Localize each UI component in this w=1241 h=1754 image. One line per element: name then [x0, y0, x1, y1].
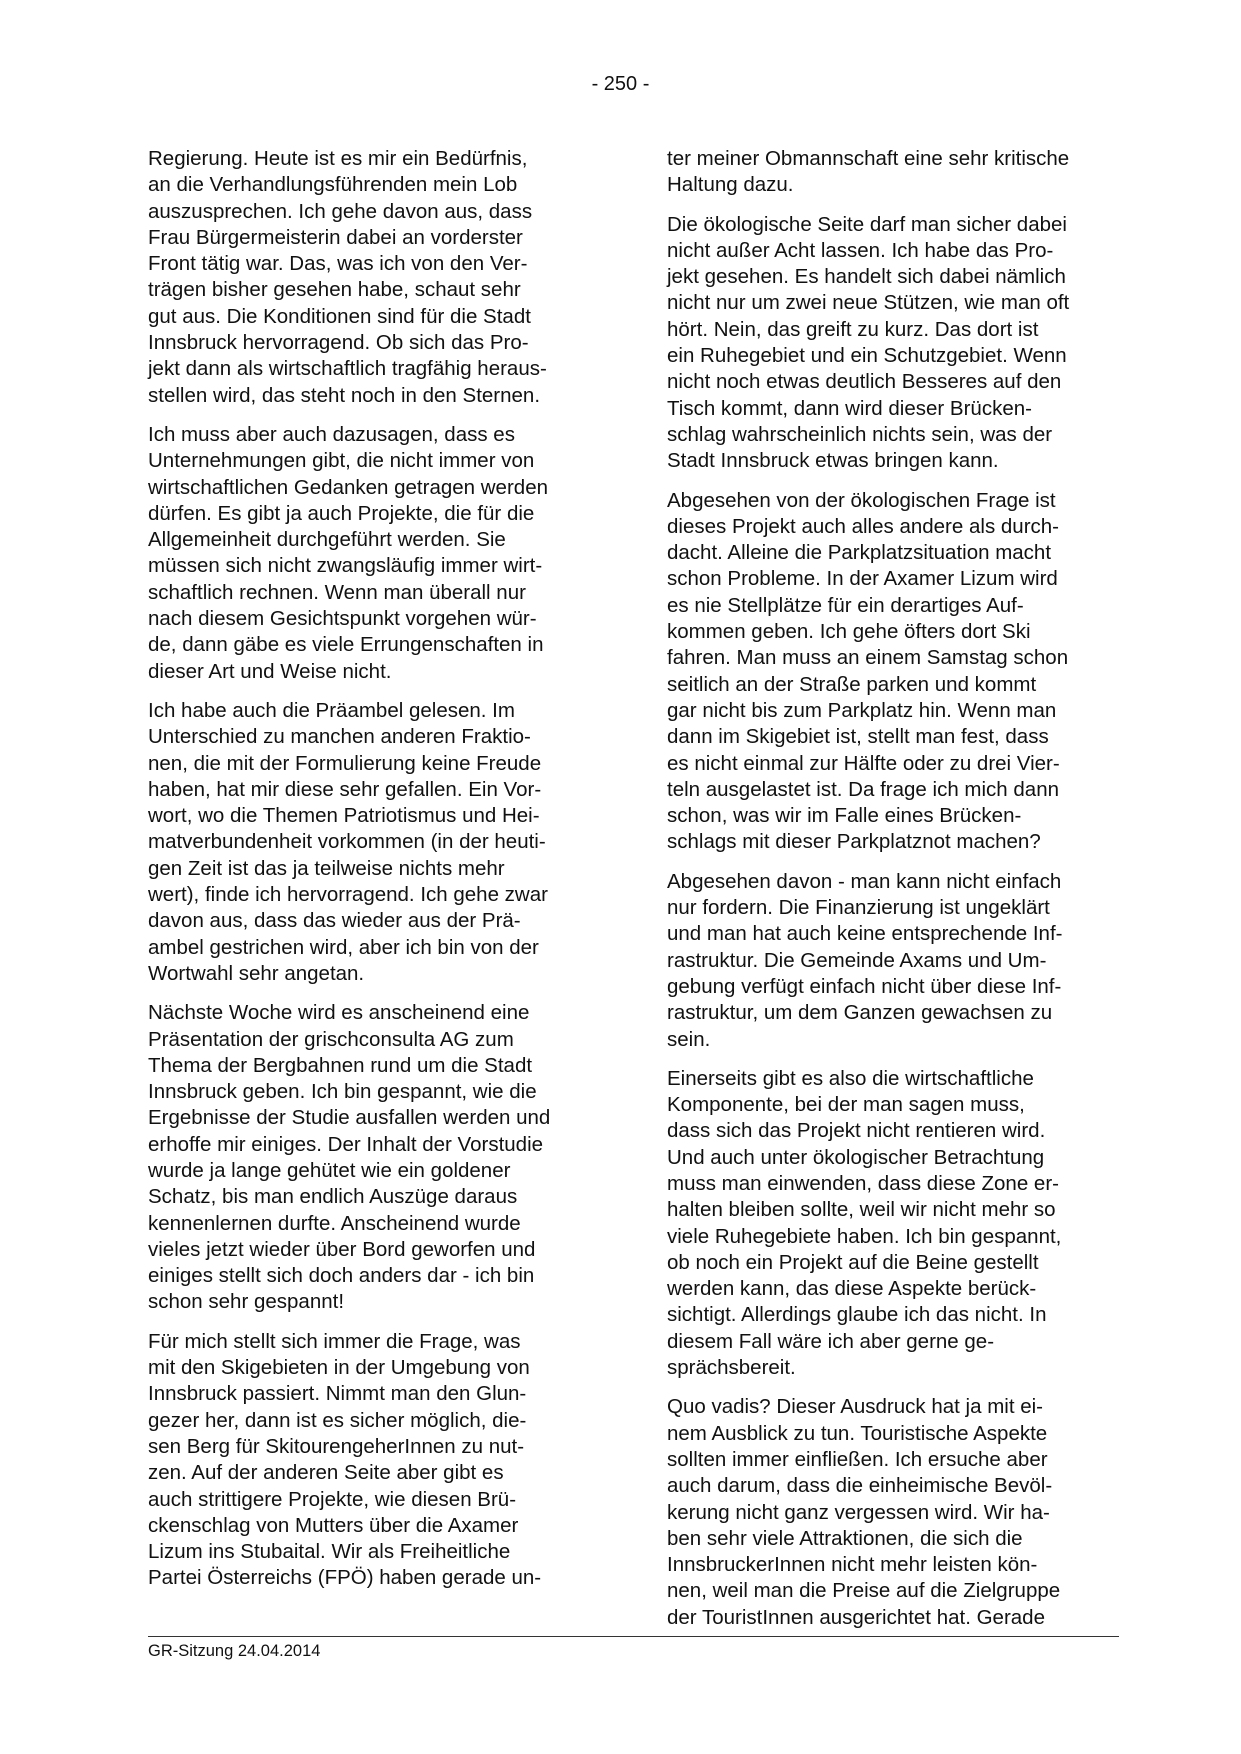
page-number: - 250 -: [591, 73, 650, 95]
text-line: schon Probleme. In der Axamer Lizum wird: [667, 567, 1058, 591]
text-line: ambel gestrichen wird, aber ich bin von der: [148, 935, 539, 959]
text-line: zen. Auf der anderen Seite aber gibt es: [148, 1461, 504, 1485]
text-line: gebung verfügt einfach nicht über diese Inf-: [667, 974, 1062, 998]
text-line: schlag wahrscheinlich nichts sein, was der: [667, 422, 1053, 446]
text-line: Unterschied zu manchen anderen Fraktio-: [148, 725, 531, 749]
text-line: seitlich an der Straße parken und kommt: [667, 672, 1037, 696]
text-line: nicht nur um zwei neue Stützen, wie man oft: [667, 291, 1070, 315]
text-line: nem Ausblick zu tun. Touristische Aspekte: [667, 1421, 1048, 1445]
text-line: fahren. Man muss an einem Samstag schon: [667, 646, 1069, 670]
text-line: mit den Skigebieten in der Umgebung von: [148, 1356, 530, 1380]
left-column: [148, 146, 618, 1605]
text-line: schlags mit dieser Parkplatznot machen?: [667, 830, 1041, 854]
text-line: rastruktur, um dem Ganzen gewachsen zu: [667, 1001, 1053, 1025]
text-line: diesem Fall wäre ich aber gerne ge-: [667, 1329, 995, 1353]
text-line: sprächsbereit.: [667, 1356, 796, 1380]
right-column: [667, 146, 1137, 1644]
paragraph: [667, 1066, 1137, 1382]
text-line: Front tätig war. Das, was ich von den Ver-: [148, 252, 528, 276]
text-line: jekt gesehen. Es handelt sich dabei nämlich: [667, 265, 1066, 289]
text-line: sein.: [667, 1027, 711, 1051]
text-line: Stadt Innsbruck etwas bringen kann.: [667, 449, 999, 473]
text-line: teln ausgelastet ist. Da frage ich mich dann: [667, 777, 1059, 801]
text-line: Die ökologische Seite darf man sicher dabei: [667, 212, 1067, 236]
text-line: sen Berg für SkitourengeherInnen zu nut-: [148, 1434, 525, 1458]
text-line: Präsentation der grischconsulta AG zum: [148, 1027, 514, 1051]
text-line: sichtigt. Allerdings glaube ich das nicht. In: [667, 1303, 1047, 1327]
text-line: Partei Österreichs (FPÖ) haben gerade un-: [148, 1566, 542, 1590]
text-line: gezer her, dann ist es sicher möglich, die-: [148, 1408, 527, 1432]
text-line: wurde ja lange gehütet wie ein goldener: [148, 1158, 511, 1182]
text-line: halten bleiben sollte, weil wir nicht mehr so: [667, 1198, 1056, 1222]
text-line: nicht noch etwas deutlich Besseres auf den: [667, 370, 1062, 394]
text-line: Regierung. Heute ist es mir ein Bedürfnis,: [148, 147, 528, 170]
text-line: nach diesem Gesichtspunkt vorgehen wür-: [148, 607, 537, 631]
text-line: haben, hat mir diese sehr gefallen. Ein Vor-: [148, 777, 542, 801]
text-line: jekt dann als wirtschaftlich tragfähig heraus-: [148, 357, 547, 381]
text-line: rastruktur. Die Gemeinde Axams und Um-: [667, 948, 1047, 972]
text-line: Wortwahl sehr angetan.: [148, 961, 365, 985]
text-line: erhoffe mir einiges. Der Inhalt der Vorstudie: [148, 1132, 544, 1156]
text-line: schon, was wir im Falle eines Brücken-: [667, 804, 1022, 828]
paragraph: [667, 488, 1137, 856]
text-line: Abgesehen davon - man kann nicht einfach: [667, 869, 1062, 893]
paragraph: [148, 698, 618, 987]
text-line: und man hat auch keine entsprechende Inf-: [667, 922, 1063, 946]
text-line: dacht. Alleine die Parkplatzsituation macht: [667, 541, 1052, 565]
text-line: hört. Nein, das greift zu kurz. Das dort ist: [667, 317, 1039, 341]
text-line: nen, die mit der Formulierung keine Freude: [148, 751, 542, 775]
text-line: Lizum ins Stubaital. Wir als Freiheitliche: [148, 1540, 511, 1564]
text-line: vieles jetzt wieder über Bord geworfen und: [148, 1237, 536, 1261]
text-line: müssen sich nicht zwangsläufig immer wirt-: [148, 554, 543, 578]
text-line: Innsbruck hervorragend. Ob sich das Pro-: [148, 331, 529, 355]
text-line: gar nicht bis zum Parkplatz hin. Wenn man: [667, 698, 1057, 722]
text-line: Ich habe auch die Präambel gelesen. Im: [148, 698, 515, 722]
text-line: auszusprechen. Ich gehe davon aus, dass: [148, 199, 533, 223]
text-line: ter meiner Obmannschaft eine sehr kritische: [667, 147, 1070, 170]
text-line: kennenlernen durfte. Anscheinend wurde: [148, 1211, 521, 1235]
text-line: viele Ruhegebiete haben. Ich bin gespannt,: [667, 1224, 1062, 1248]
text-line: dürfen. Es gibt ja auch Projekte, die für die: [148, 501, 535, 525]
text-line: Einerseits gibt es also die wirtschaftliche: [667, 1066, 1034, 1090]
paragraph: [148, 422, 618, 685]
text-line: InnsbruckerInnen nicht mehr leisten kön-: [667, 1553, 1038, 1577]
text-line: Schatz, bis man endlich Auszüge daraus: [148, 1185, 518, 1209]
text-line: Für mich stellt sich immer die Frage, was: [148, 1329, 521, 1353]
text-line: wort, wo die Themen Patriotismus und Hei-: [148, 804, 540, 828]
text-line: wert), finde ich hervorragend. Ich gehe zwar: [148, 883, 548, 907]
text-line: kerung nicht ganz vergessen wird. Wir ha-: [667, 1500, 1050, 1524]
footer-divider: [148, 1636, 1119, 1637]
text-line: Nächste Woche wird es anscheinend eine: [148, 1001, 530, 1025]
text-line: auch darum, dass die einheimische Bevöl-: [667, 1474, 1053, 1498]
text-line: Quo vadis? Dieser Ausdruck hat ja mit ei-: [667, 1395, 1043, 1419]
text-line: schaftlich rechnen. Wenn man überall nur: [148, 580, 526, 604]
text-line: trägen bisher gesehen habe, schaut sehr: [148, 278, 521, 302]
text-line: Ich muss aber auch dazusagen, dass es: [148, 422, 515, 446]
text-line: gut aus. Die Konditionen sind für die Stadt: [148, 304, 531, 328]
text-line: es nie Stellplätze für ein derartiges Auf-: [667, 593, 1024, 617]
text-line: ob noch ein Projekt auf die Beine gestellt: [667, 1250, 1039, 1274]
text-line: Haltung dazu.: [667, 173, 794, 197]
text-line: kommen geben. Ich gehe öfters dort Ski: [667, 620, 1031, 644]
text-line: Und auch unter ökologischer Betrachtung: [667, 1145, 1045, 1169]
text-line: Unternehmungen gibt, die nicht immer von: [148, 449, 535, 473]
text-line: Frau Bürgermeisterin dabei an vorderster: [148, 225, 523, 249]
text-line: Tisch kommt, dann wird dieser Brücken-: [667, 396, 1032, 420]
paragraph: [148, 146, 618, 409]
text-line: es nicht einmal zur Hälfte oder zu drei Vier-: [667, 751, 1060, 775]
footer-session-date: GR-Sitzung 24.04.2014: [148, 1642, 321, 1660]
text-line: gen Zeit ist das ja teilweise nichts mehr: [148, 856, 505, 880]
paragraph: [667, 1394, 1137, 1631]
text-line: matverbundenheit vorkommen (in der heuti-: [148, 830, 546, 854]
text-line: wirtschaftlichen Gedanken getragen werden: [148, 475, 548, 499]
text-line: an die Verhandlungsführenden mein Lob: [148, 173, 518, 197]
text-line: muss man einwenden, dass diese Zone er-: [667, 1171, 1059, 1195]
text-line: dieses Projekt auch alles andere als durch-: [667, 514, 1059, 538]
paragraph: [667, 212, 1137, 475]
paragraph: [148, 1000, 618, 1316]
paragraph: [148, 1329, 618, 1592]
text-line: nen, weil man die Preise auf die Zielgruppe: [667, 1579, 1061, 1603]
text-line: der TouristInnen ausgerichtet hat. Gerade: [667, 1605, 1045, 1629]
text-line: Thema der Bergbahnen rund um die Stadt: [148, 1053, 533, 1077]
text-line: ein Ruhegebiet und ein Schutzgebiet. Wenn: [667, 344, 1067, 368]
text-line: dieser Art und Weise nicht.: [148, 659, 392, 683]
text-line: sollten immer einfließen. Ich ersuche aber: [667, 1447, 1048, 1471]
text-line: schon sehr gespannt!: [148, 1290, 345, 1314]
text-line: Abgesehen von der ökologischen Frage ist: [667, 488, 1056, 512]
paragraph: [667, 869, 1137, 1053]
paragraph: [667, 146, 1137, 199]
text-line: einiges stellt sich doch anders dar - ich bin: [148, 1264, 535, 1288]
text-line: nicht außer Acht lassen. Ich habe das Pro-: [667, 238, 1054, 262]
text-line: davon aus, dass das wieder aus der Prä-: [148, 909, 521, 933]
text-line: werden kann, das diese Aspekte berück-: [667, 1277, 1037, 1301]
text-line: Allgemeinheit durchgeführt werden. Sie: [148, 528, 506, 552]
text-line: dann im Skigebiet ist, stellt man fest, dass: [667, 725, 1049, 749]
text-line: de, dann gäbe es viele Errungenschaften in: [148, 633, 544, 657]
text-line: stellen wird, das steht noch in den Sternen.: [148, 383, 541, 407]
text-line: ckenschlag von Mutters über die Axamer: [148, 1513, 519, 1537]
text-line: nur fordern. Die Finanzierung ist ungeklärt: [667, 896, 1050, 920]
text-line: Ergebnisse der Studie ausfallen werden und: [148, 1106, 551, 1130]
text-line: Innsbruck passiert. Nimmt man den Glun-: [148, 1382, 527, 1406]
text-line: Innsbruck geben. Ich bin gespannt, wie die: [148, 1080, 537, 1104]
text-line: Komponente, bei der man sagen muss,: [667, 1093, 1025, 1117]
text-line: ben sehr viele Attraktionen, die sich die: [667, 1526, 1023, 1550]
text-line: auch strittigere Projekte, wie diesen Brü-: [148, 1487, 517, 1511]
text-line: dass sich das Projekt nicht rentieren wird.: [667, 1119, 1046, 1143]
